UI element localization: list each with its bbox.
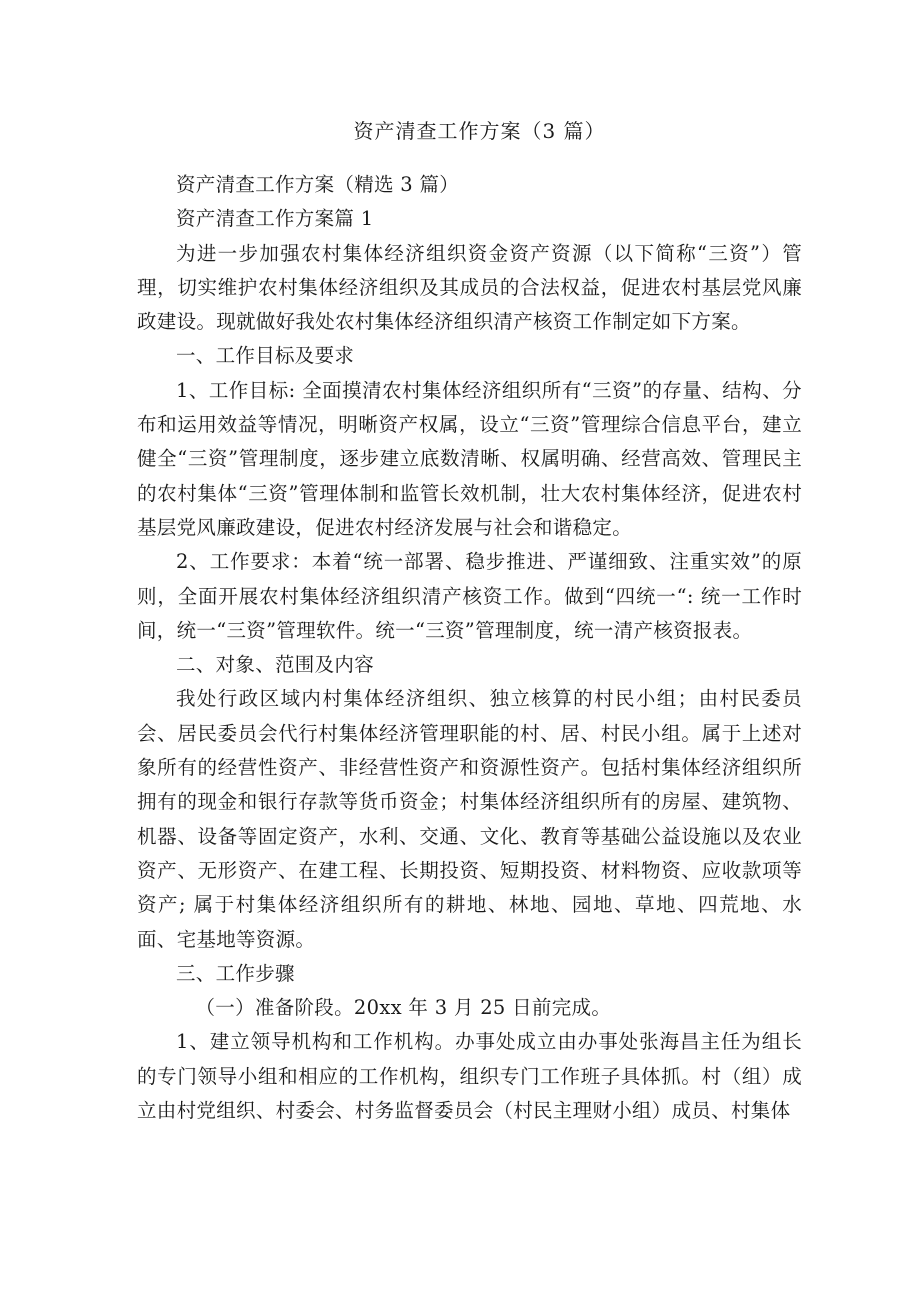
paragraph-scope: 我处行政区域内村集体经济组织、独立核算的村民小组；由村民委员会、居民委员会代行村集体经济管理职能的村、居、村民小组。属于上述对象所有的经营性资产、非经营性资产和资源性资产。包括村集体经济组织所拥有的现金和银行存款等货币资金；村集体经济组织所有的房屋、建筑物、机器、设备等固定资产，水利、交通、文化、教育等基础公益设施以及农业资产、无形资产、在建工程、长期投资、短期投资、材料物资、应收款项等资产; 属于村集体经济组织所有的耕地、林地、园地、草地、四荒地、水面、宅基地等资源。 bbox=[137, 687, 802, 951]
paragraph-preparation-stage: （一）准备阶段。20xx 年 3 月 25 日前完成。 bbox=[195, 996, 612, 1020]
heading-scope: 二、对象、范围及内容 bbox=[176, 653, 375, 677]
heading-work-steps: 三、工作步骤 bbox=[176, 961, 295, 985]
document-body bbox=[137, 168, 802, 1128]
paragraph-work-goals: 1、工作目标: 全面摸清农村集体经济组织所有“三资”的存量、结构、分布和运用效益等情况，明晰资产权属，设立“三资”管理综合信息平台，建立健全“三资”管理制度，逐步建立底数清晰、权属明确、经营高效、管理民主的农村集体“三资”管理体制和监管长效机制，壮大农村集体经济，促进农村基层党风廉政建设，促进农村经济发展与社会和谐稳定。 bbox=[137, 378, 802, 539]
paragraph-leadership: 1、建立领导机构和工作机构。办事处成立由办事处张海昌主任为组长的专门领导小组和相应的工作机构，组织专门工作班子具体抓。村（组）成立由村党组织、村委会、村务监督委员会（村民主理财小组）成员、村集体 bbox=[137, 1030, 802, 1123]
document-title: 资产清查工作方案（3 篇） bbox=[353, 119, 606, 143]
paragraph-work-requirements: 2、工作要求：本着“统一部署、稳步推进、严谨细致、注重实效”的原则，全面开展农村集体经济组织清产核资工作。做到“四统一“: 统一工作时间，统一“三资”管理软件。统一“三资”管理制度，统一清产核资报表。 bbox=[137, 550, 802, 642]
heading-goals-requirements: 一、工作目标及要求 bbox=[176, 344, 355, 368]
intro-paragraph: 为进一步加强农村集体经济组织资金资产资源（以下简称“三资”）管理，切实维护农村集体经济组织及其成员的合法权益，促进农村基层党风廉政建设。现就做好我处农村集体经济组织清产核资工作制定如下方案。 bbox=[137, 241, 802, 334]
subtitle-line: 资产清查工作方案（精选 3 篇） bbox=[176, 173, 460, 196]
section-heading-part1: 资产清查工作方案篇 1 bbox=[176, 207, 374, 231]
